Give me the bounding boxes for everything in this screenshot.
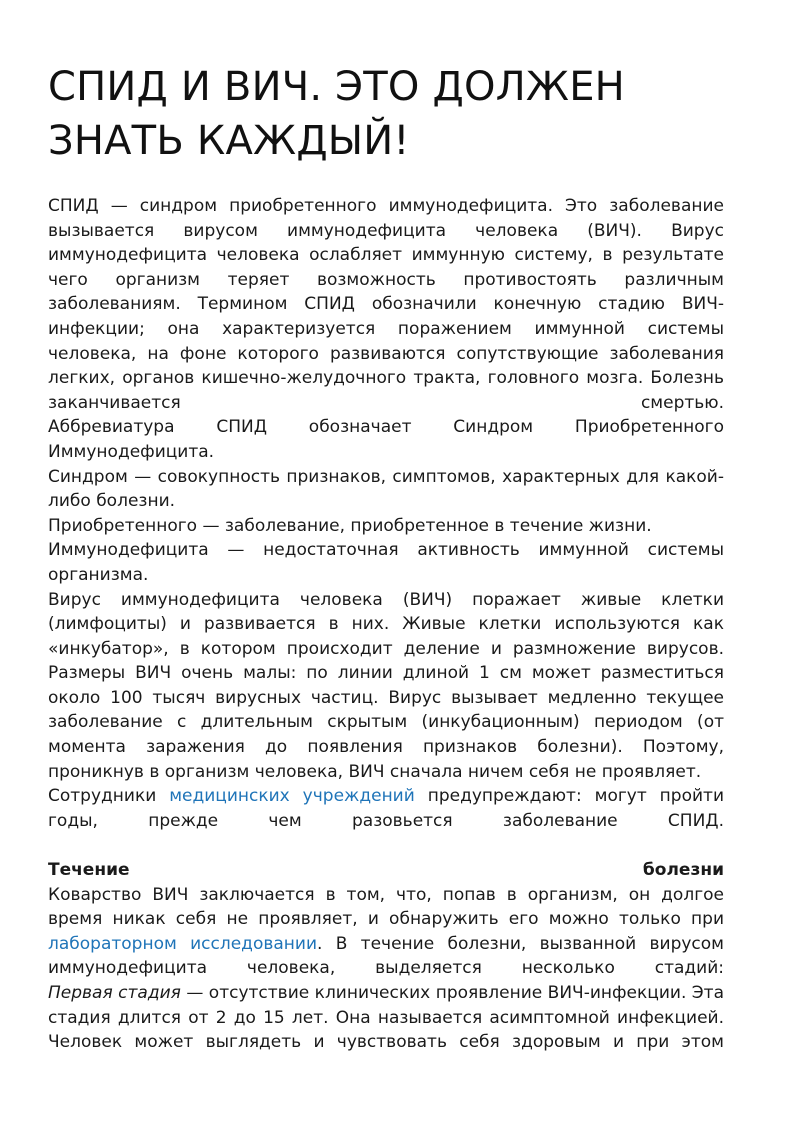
paragraph-staff-warning <box>48 784 724 833</box>
paragraph-acquired: Приобретенного — заболевание, приобретенное в течение жизни. <box>48 515 652 536</box>
article-body <box>48 194 724 1055</box>
insidiousness-start: Коварство ВИЧ заключается в том, что, попав в организм, он долгое время никак себя не проявляет, и обнаружить его можно только при <box>48 884 724 930</box>
staff-warning-end: предупреждают: могут пройти годы, прежде чем разовьется заболевание СПИД. <box>48 786 724 831</box>
paragraph-syndrome: Синдром — совокупность признаков, симптомов, характерных для какой-либо болезни. <box>48 466 724 512</box>
paragraph-aids-definition: СПИД — синдром приобретенного иммунодефицита. Это заболевание вызывается вирусом иммунодефицита человека (ВИЧ). Вирус иммунодефицита человека ослабляет иммунную систему, в результате чего организм теряет возможность противостоять различным заболеваниям. Термином СПИД обозначили конечную стадию ВИЧ-инфекции; она характеризуется поражением иммунной системы человека, на фоне которого развиваются сопутствующие заболевания легких, органов кишечно-желудочного тракта, головного мозга. Болезнь заканчивается смертью. <box>48 196 724 413</box>
first-stage-label: Первая стадия <box>48 983 181 1003</box>
laboratory-research-link[interactable]: лабораторном исследовании <box>48 933 317 954</box>
paragraph-hiv-insidiousness <box>48 883 724 981</box>
first-stage-text: — отсутствие клинических проявление ВИЧ-инфекции. Эта стадия длится от 2 до 15 лет. Она называется асимптомной инфекцией. Человек может выглядеть и чувствовать себя здоровым и при этом <box>48 983 725 1053</box>
section-heading-disease-course: Течение болезни <box>48 860 724 881</box>
paragraph-immunodeficiency: Иммунодефицита — недостаточная активность иммунной системы организма. <box>48 540 724 585</box>
insidiousness-end: . В течение болезни, вызванной вирусом иммунодефицита человека, выделяется несколько стадий: <box>48 933 724 979</box>
document-page <box>48 0 724 1055</box>
page-title: СПИД И ВИЧ. ЭТО ДОЛЖЕН ЗНАТЬ КАЖДЫЙ! <box>48 64 625 164</box>
paragraph-hiv-description: Вирус иммунодефицита человека (ВИЧ) поражает живые клетки (лимфоциты) и развивается в них. Живые клетки используются как «инкубатор», в котором происходит деление и размножение вирусов. Размеры ВИЧ очень малы: по линии длиной 1 см может разместиться около 100 тысяч вирусных частиц. Вирус вызывает медленно текущее заболевание с длительным скрытым (инкубационным) периодом (от момента заражения до появления признаков болезни). Поэтому, проникнув в организм человека, ВИЧ сначала ничем себя не проявляет. <box>48 589 724 782</box>
staff-warning-start: Сотрудники <box>48 786 157 807</box>
paragraph-first-stage <box>48 981 724 1055</box>
paragraph-abbreviation: Аббревиатура СПИД обозначает Синдром Приобретенного Иммунодефицита. <box>48 417 724 462</box>
medical-institutions-link[interactable]: медицинских учреждений <box>169 786 415 807</box>
